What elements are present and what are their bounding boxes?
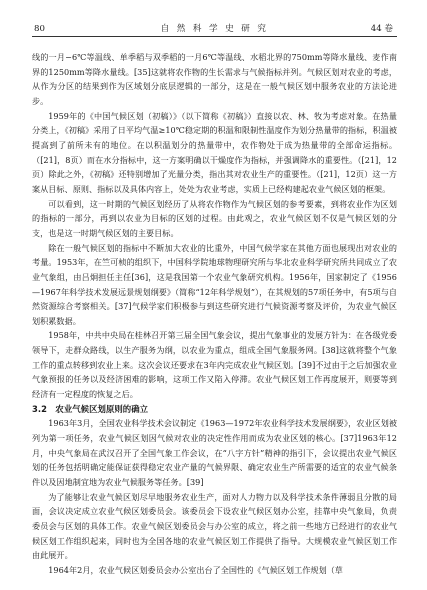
- paragraph: 为了能够让农业气候区划尽早地服务农业生产，面对人力物力以及科学技术条件薄弱且分散的局面，会议决定成立农业气候区划委员会。该委员会下设农业气候区划办公室，挂靠中央气象局，负责委员会与区划的具体工作。农业气候区划委员会与办公室的成立，将之前一些地方已经进行的农业气候区划工作组织起来，同时也为全国各地的农业气候区划工作提供了指导。大规模农业气候区划工作由此展开。: [32, 491, 397, 561]
- paragraph: 1964年2月，农业气候区划委员会办公室出台了全国性的《气候区划工作规划（草: [48, 564, 343, 575]
- running-header: [32, 22, 397, 37]
- page-number: 80: [34, 24, 45, 34]
- paragraph: 1963年3月，全国农业科学技术会议制定《1963—1972年农业科学技术发展纲要》，农业区划被列为第一项任务，农业气候区划因气候对农业的决定性作用而成为农业区划的核心。[37]1963年12月，中央气象局在武汉召开了全国气象工作会议，在“八字方针”精神的指引下，会议提出农业气候区划的任务包括明确定能保证获得稳定农业产量的气候界限、确定农业生产所需要的适宜的农业气候条件以及因地制宜地为农业气候服务等任务。[39]: [32, 418, 397, 488]
- article-body: [32, 50, 397, 584]
- paragraph: 1959年的《中国气候区划（初稿）》（以下简称《初稿》）直接以农、林、牧为考虑对象。在热量分类上，《初稿》采用了日平均气温≥10℃稳定期的积温和限制性温度作为划分热量带的指标，积温被提高到了前所未有的地位。在以积温划分的热量带中，农作物处于成为热量带的全部命运指标。（[21]，8页）而在水分指标中，这一方案明确以干燥度作为指标，并强调降水的重要性。（[21]，12页）除此之外，《初稿》还特别增加了光量分类，指出其对农业生产的重要性。（[21]，12页）这一方案从目标、原则、指标以及具体内容上，处处为农业考虑，实质上已经构建起农业气候区划的框架。: [32, 110, 397, 194]
- paragraph: 线的一月−6℃等温线、单季稻与双季稻的一月6℃等温线、水稻北界的750mm等降水量线、麦作南界的1250mm等降水量线。[35]这就将农作物的生长需求与气候指标并列。气候区划对农业的考虑，从作为分区的结果到作为区域划分底层逻辑的一部分，这是在一般气候区划中服务农业的方法论进步。: [32, 52, 397, 106]
- section-heading: 3.2 农业气候区划原则的确立: [32, 403, 149, 414]
- paragraph: 1958年，中共中央局在桂林召开第三届全国气象会议，提出气象事业的发展方针为：在各级党委领导下，走群众路线，以生产服务为纲，以农业为重点，组成全国气象服务网。[38]这就将整个气象工作的重点转移到农业上来。这次会议还要求在3年内完成农业气候区划。[39]不过由于之后加强农业气象预报的任务以及经济困难的影响，这项工作又陷入停滞。农业气候区划工作再度展开，则要等到经济有一定程度的恢复之后。: [32, 330, 397, 400]
- journal-title: 自 然 科 学 史 研 究: [160, 24, 269, 34]
- paragraph: 除在一般气候区划的指标中不断加大农业的比重外，中国气候学家在其他方面也展现出对农业的考量。1953年，在竺可桢的组织下，中国科学院地球物理研究所与华北农业科学研究所共同成立了农业气象组，由吕炯担任主任[36]，这是我国第一个农业气象研究机构。1956年，国家制定了《1956—1967年科学技术发展远景规划纲要》（简称“12年科学规划”），在其规划的57项任务中，有5项与自然资源综合考察相关。[37]气候学家们积极参与到这些研究进行气候资源考察及评价，为农业气候区划积累数据。: [32, 242, 397, 326]
- volume-label: 44 卷: [370, 24, 393, 34]
- paragraph: 可以看到，这一时期的气候区划经历了从将农作物作为气候区划的参考要素，到将农业作为区划的指标的一部分，再到以农业为目标的区划的过程。由此观之，农业气候区划不仅是气候区划的分支，也是这一时期气候区划的主要目标。: [32, 198, 397, 238]
